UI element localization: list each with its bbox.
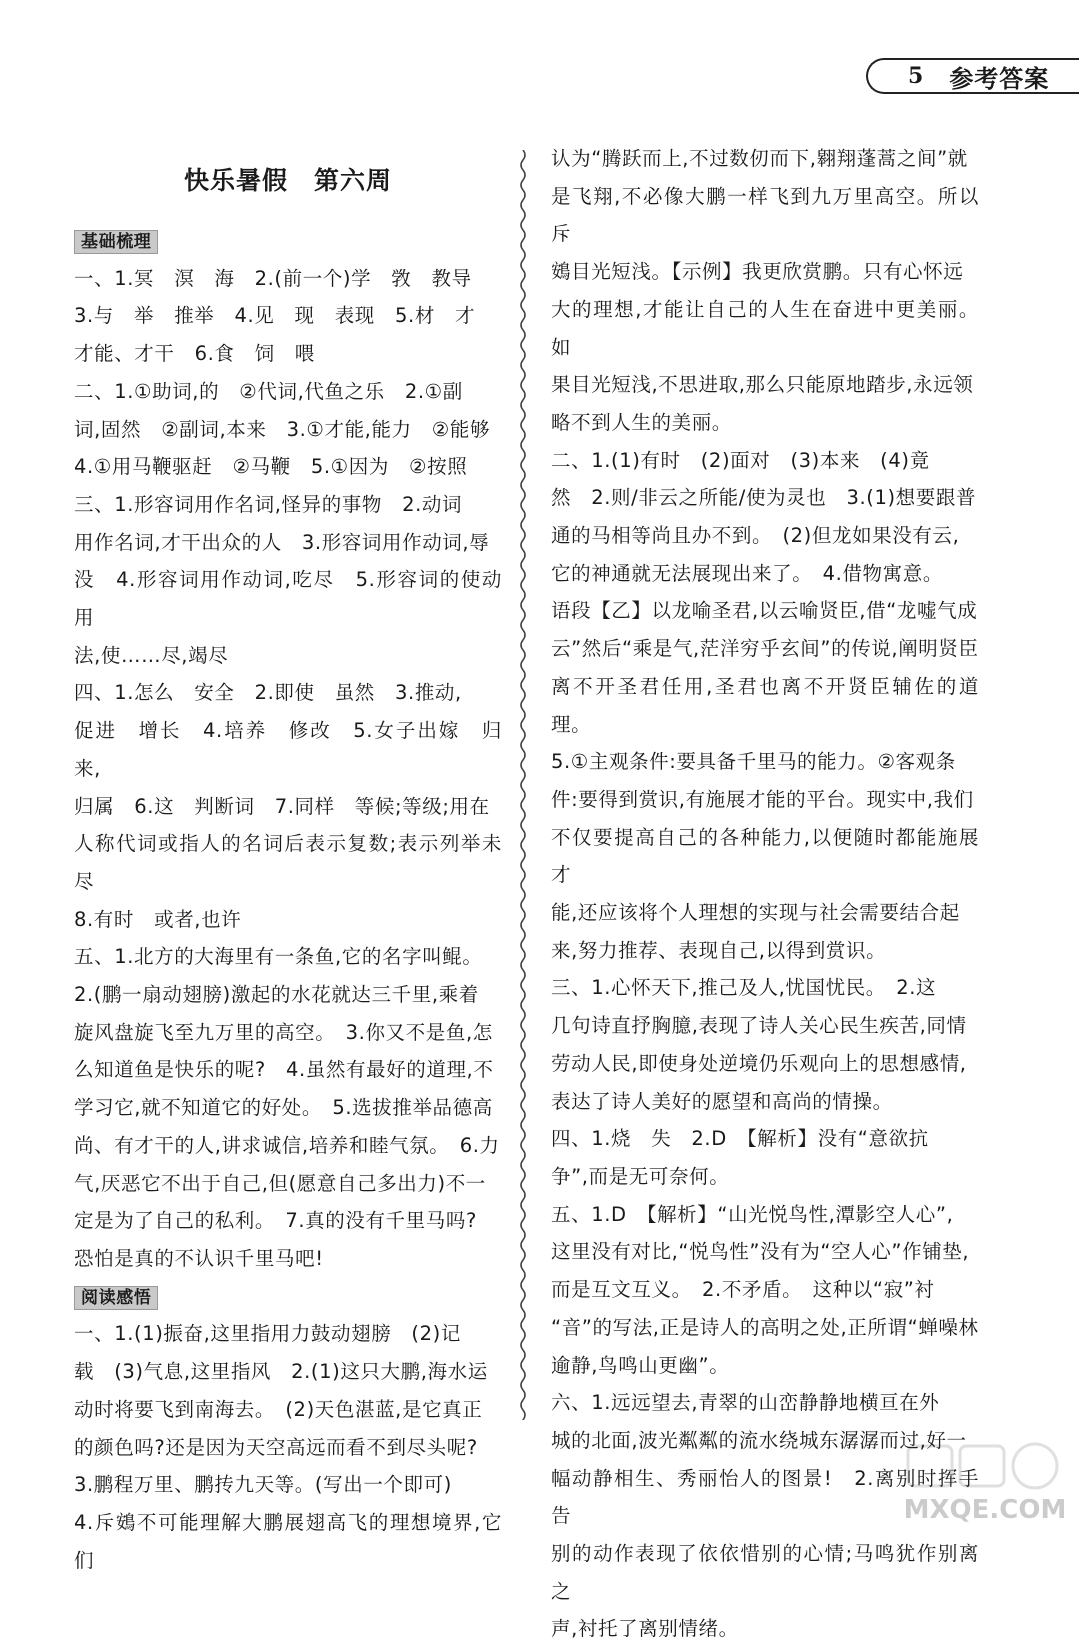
reading-line: 载 (3)气息,这里指风 2.(1)这只大鹏,海水运 <box>74 1360 488 1384</box>
reading-cont-line: 云”然后“乘是气,茫洋穷乎玄间”的传说,阐明贤臣 <box>551 637 979 661</box>
reading-cont-line: 能,还应该将个人理想的实现与社会需要结合起 <box>551 901 960 925</box>
reading-cont-line: 略不到人生的美丽。 <box>551 410 732 434</box>
reading-cont-line: 认为“腾跃而上,不过数仞而下,翱翔蓬蒿之间”就 <box>551 147 968 170</box>
reading-cont-line: 幅动静相生、秀丽怡人的图景! 2.离别时挥手告 <box>551 1466 979 1528</box>
left-column <box>74 140 502 1579</box>
basic-line: 促进 增长 4.培养 修改 5.女子出嫁 归来, <box>74 719 502 780</box>
basic-line: 用作名词,才干出众的人 3.形容词用作动词,辱 <box>74 530 490 554</box>
basic-line: 二、1.①助词,的 ②代词,代鱼之乐 2.①副 <box>74 379 463 403</box>
reading-cont-line: 二、1.(1)有时 (2)面对 (3)本来 (4)竟 <box>551 448 930 472</box>
reading-cont-line: 逾静,鸟鸣山更幽”。 <box>551 1353 730 1377</box>
reading-cont-line: 劳动人民,即使身处逆境仍乐观向上的思想感情, <box>551 1051 967 1075</box>
reading-line: 动时将要飞到南海去。 (2)天色湛蓝,是它真正 <box>74 1397 483 1421</box>
basic-line: 旋风盘旋飞至九万里的高空。 3.你又不是鱼,怎 <box>74 1020 493 1044</box>
section-tag-reading: 阅读感悟 <box>74 1286 158 1310</box>
reading-answers <box>74 1315 502 1579</box>
reading-line: 一、1.(1)振奋,这里指用力鼓动翅膀 (2)记 <box>74 1322 461 1346</box>
section-tag-basic: 基础梳理 <box>74 230 158 254</box>
header-title: 参考答案 <box>949 63 1050 93</box>
basic-line: 三、1.形容词用作名词,怪异的事物 2.动词 <box>74 492 463 516</box>
basic-line: 人称代词或指人的名词后表示复数;表示列举未尽 <box>74 832 502 893</box>
reading-cont-line: 是飞翔,不必像大鹏一样飞到九万里高空。所以斥 <box>551 184 979 246</box>
reading-cont-line: 来,努力推荐、表现自己,以得到赏识。 <box>551 938 887 962</box>
reading-cont-line: 语段【乙】以龙喻圣君,以云喻贤臣,借“龙嘘气成 <box>551 599 978 623</box>
reading-cont-line: 果目光短浅,不思进取,那么只能原地踏步,永远领 <box>551 373 974 397</box>
reading-cont-line: 而是互文互义。 2.不矛盾。 这种以“寂”衬 <box>551 1278 935 1302</box>
reading-line: 3.鹏程万里、鹏抟九天等。(写出一个即可) <box>74 1473 452 1497</box>
basic-line: 3.与 举 推举 4.见 现 表现 5.材 才 <box>74 304 476 328</box>
basic-line: 词,固然 ②副词,本来 3.①才能,能力 ②能够 <box>74 417 491 441</box>
reading-line: 的颜色吗?还是因为天空高远而看不到尽头呢? <box>74 1435 478 1459</box>
basic-line: 归属 6.这 判断词 7.同样 等候;等级;用在 <box>74 794 490 818</box>
basic-answers <box>74 260 502 1278</box>
reading-cont-line: 大的理想,才能让自己的人生在奋进中更美丽。如 <box>551 297 979 359</box>
reading-cont-line: 通的马相等尚且办不到。 (2)但龙如果没有云, <box>551 524 960 548</box>
basic-line: 恐怕是真的不认识千里马吧! <box>74 1246 324 1270</box>
reading-cont-line: 争”,而是无可奈何。 <box>551 1164 730 1188</box>
basic-line: 才能、才干 6.食 饲 喂 <box>74 342 315 366</box>
reading-cont-line: 四、1.烧 失 2.D 【解析】没有“意欲抗 <box>551 1127 929 1151</box>
reading-cont-line: 声,衬托了离别情绪。 <box>551 1617 739 1641</box>
reading-line: 4.斥鴳不可能理解大鹏展翅高飞的理想境界,它们 <box>74 1510 502 1572</box>
answer-header-tab <box>866 58 1079 94</box>
basic-line: 2.(鹏一扇动翅膀)激起的水花就达三千里,乘着 <box>74 983 479 1007</box>
reading-cont-line: 城的北面,波光粼粼的流水绕城东潺潺而过,好一 <box>551 1428 967 1452</box>
page-title: 快乐暑假 第六周 <box>183 166 392 195</box>
watermark-text: MXQE.COM <box>903 1495 1067 1525</box>
basic-line: 4.①用马鞭驱赶 ②马鞭 5.①因为 ②按照 <box>74 455 468 479</box>
reading-cont-line: 三、1.心怀天下,推己及人,忧国忧民。 2.这 <box>551 976 937 1000</box>
basic-line: 学习它,就不知道它的好处。 5.选拔推举品德高 <box>74 1096 493 1120</box>
reading-cont-line: 它的神通就无法展现出来了。 4.借物寓意。 <box>551 561 943 585</box>
basic-line: 气,厌恶它不出于自己,但(愿意自己多出力)不一 <box>74 1171 486 1195</box>
reading-cont-line: 五、1.D 【解析】“山光悦鸟性,潭影空人心”, <box>551 1202 954 1226</box>
reading-cont-line: 然 2.则/非云之所能/使为灵也 3.(1)想要跟普 <box>551 486 977 510</box>
reading-cont-line: 鴳目光短浅。【示例】我更欣赏鹏。只有心怀远 <box>551 260 964 284</box>
basic-line: 五、1.北方的大海里有一条鱼,它的名字叫鲲。 <box>74 945 483 969</box>
reading-cont-line: 5.①主观条件:要具备千里马的能力。②客观条 <box>551 750 956 774</box>
basic-line: 没 4.形容词用作动词,吃尽 5.形容词的使动用 <box>74 568 502 630</box>
column-divider <box>517 150 529 1420</box>
reading-cont-line: 不仅要提高自己的各种能力,以便随时都能施展才 <box>551 825 979 887</box>
reading-answers-continued <box>551 140 979 1648</box>
reading-cont-line: 六、1.远远望去,青翠的山峦静静地横亘在外 <box>551 1391 940 1415</box>
basic-line: 定是为了自己的私利。 7.真的没有千里马吗? <box>74 1209 477 1233</box>
basic-line: 一、1.冥 溟 海 2.(前一个)学 敩 教导 <box>74 266 472 290</box>
basic-line: 8.有时 或者,也许 <box>74 907 242 931</box>
reading-cont-line: 这里没有对比,“悦鸟性”没有为“空人心”作铺垫, <box>551 1240 970 1264</box>
reading-cont-line: 离不开圣君任用,圣君也离不开贤臣辅佐的道理。 <box>551 674 979 736</box>
basic-line: 尚、有才干的人,讲求诚信,培养和睦气氛。 6.力 <box>74 1133 500 1157</box>
watermark-logo <box>900 1440 1070 1530</box>
basic-line: 法,使……尽,竭尽 <box>74 643 229 667</box>
page-number: 5 <box>908 63 924 89</box>
reading-cont-line: “音”的写法,正是诗人的高明之处,正所谓“蝉噪林 <box>551 1315 979 1339</box>
reading-cont-line: 件:要得到赏识,有施展才能的平台。现实中,我们 <box>551 787 974 811</box>
reading-cont-line: 表达了诗人美好的愿望和高尚的情操。 <box>551 1089 893 1113</box>
reading-cont-line: 别的动作表现了依依惜别的心情;马鸣犹作别离之 <box>551 1542 979 1603</box>
basic-line: 么知道鱼是快乐的呢? 4.虽然有最好的道理,不 <box>74 1058 494 1082</box>
right-column <box>551 140 979 1648</box>
reading-cont-line: 几句诗直抒胸臆,表现了诗人关心民生疾苦,同情 <box>551 1014 967 1038</box>
basic-line: 四、1.怎么 安全 2.即使 虽然 3.推动, <box>74 681 462 705</box>
